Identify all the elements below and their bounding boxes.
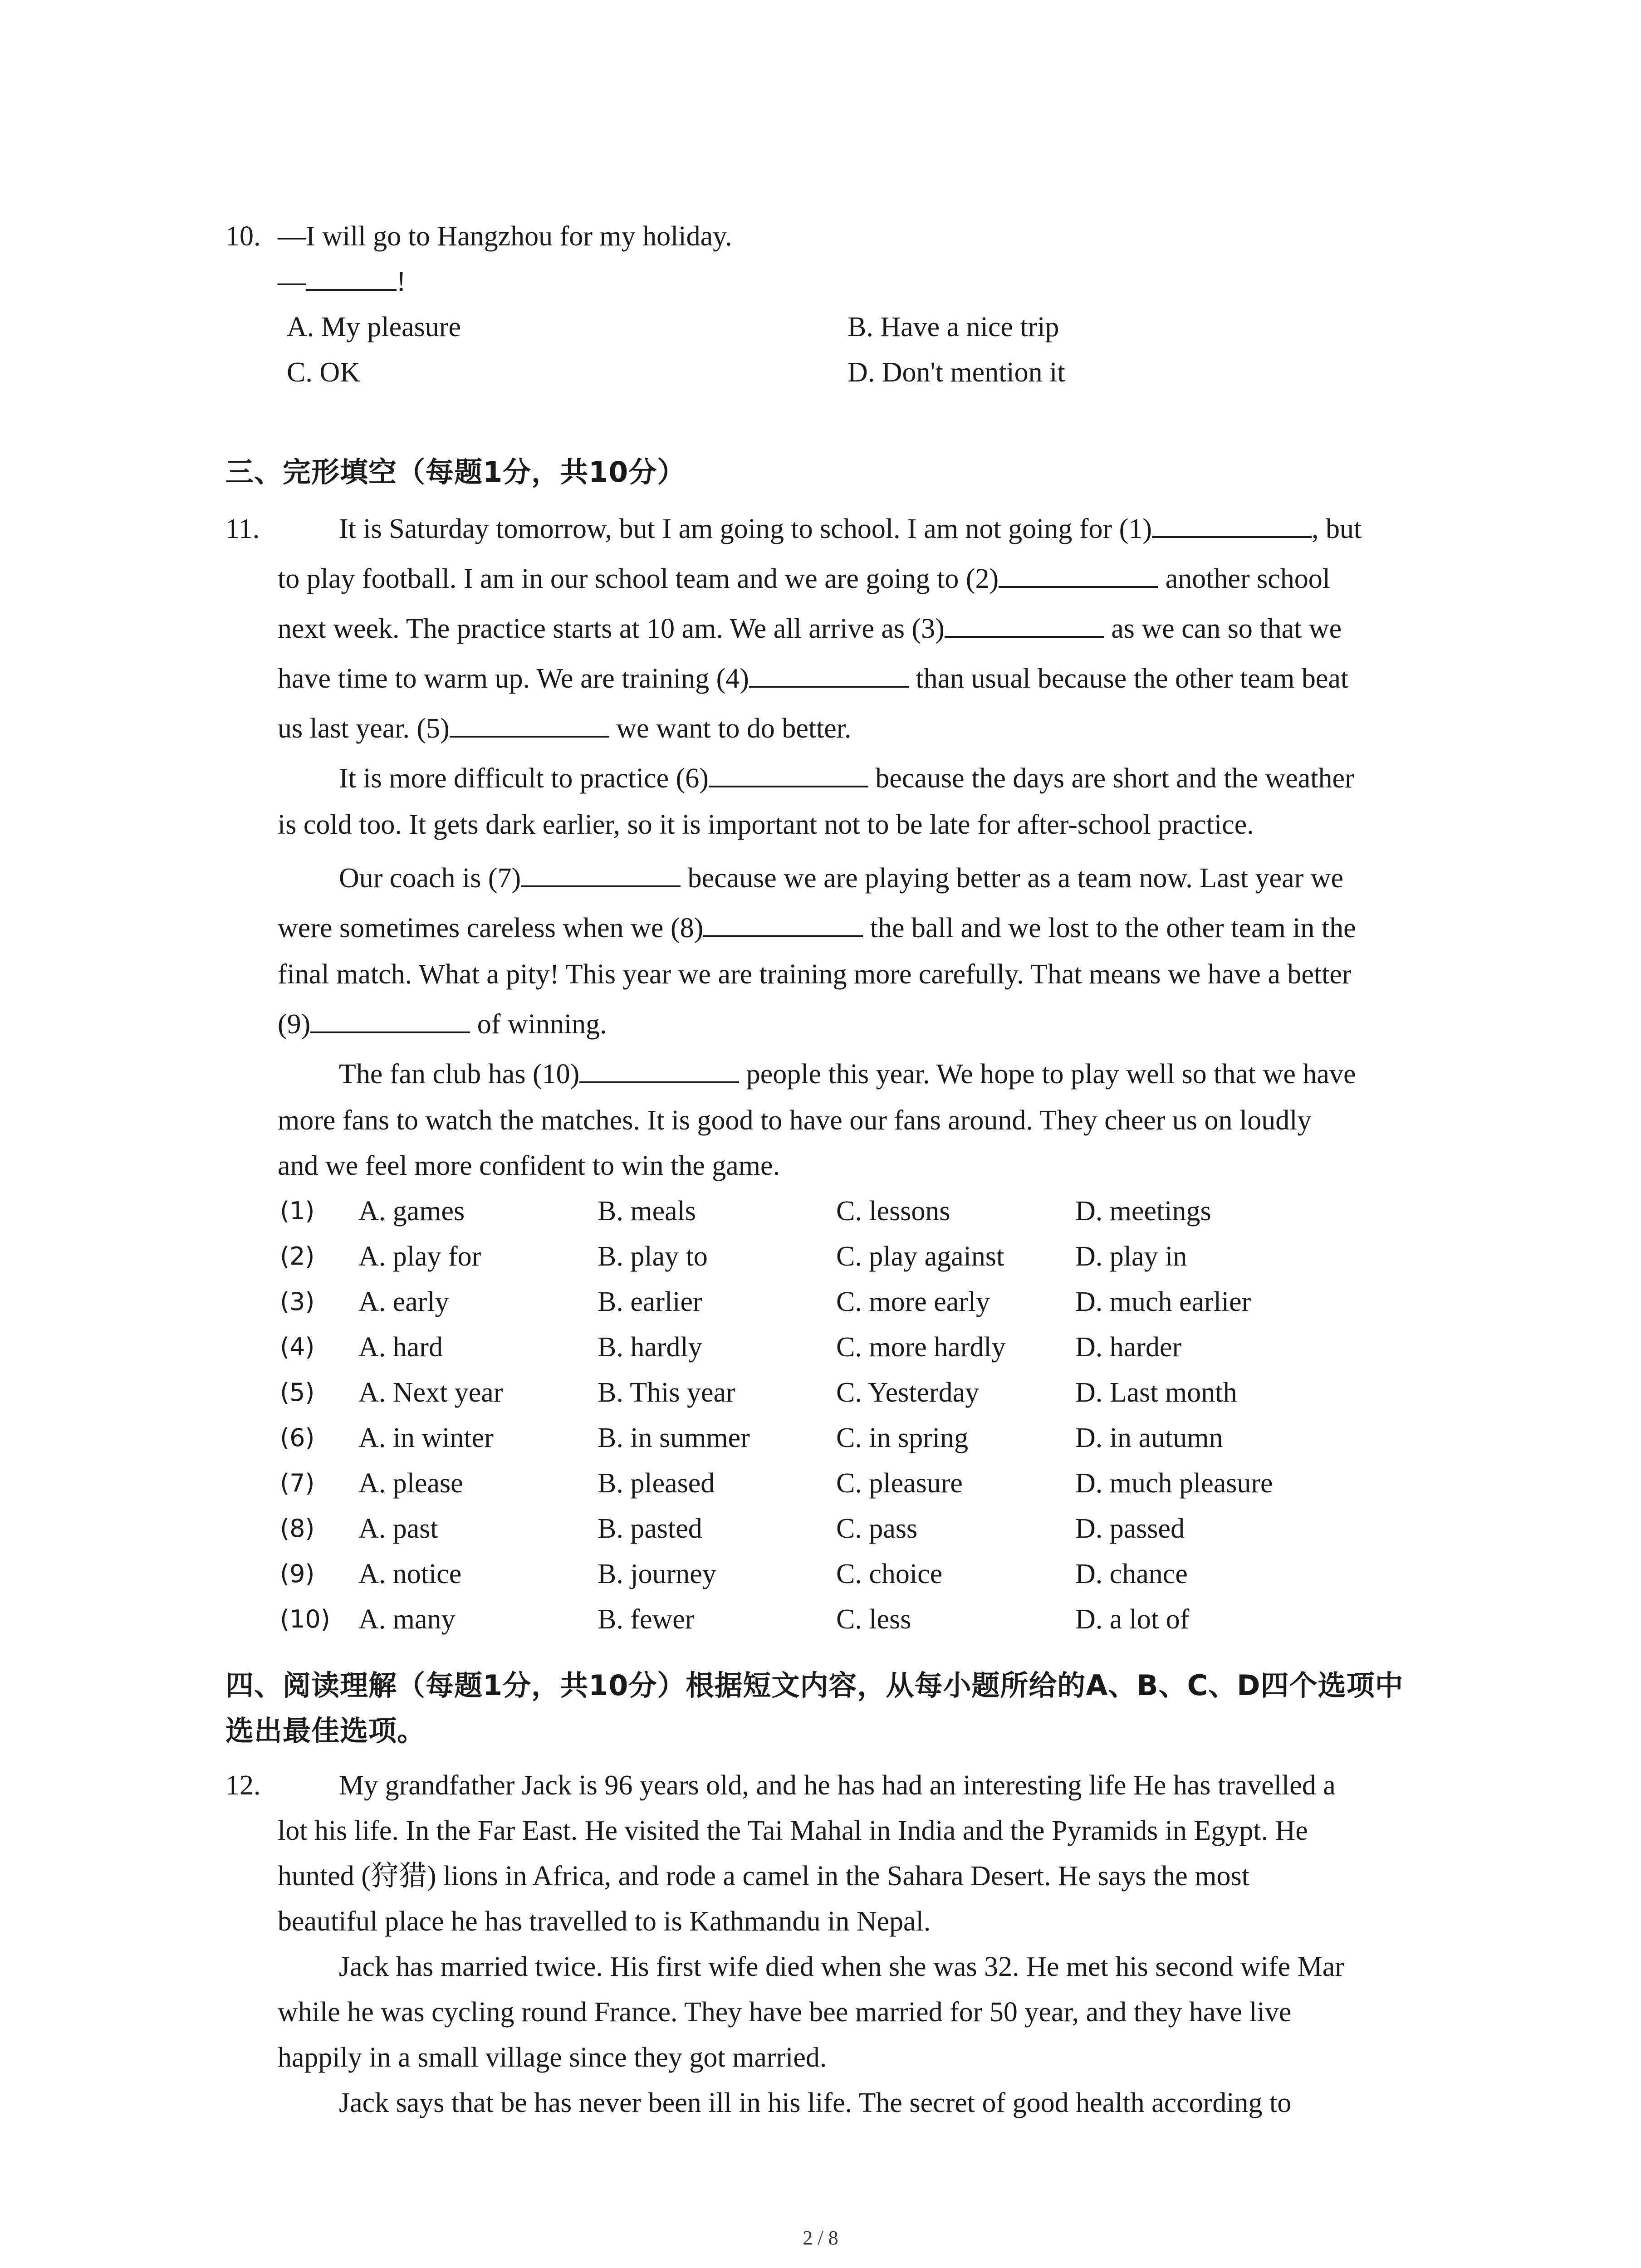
text: It is Saturday tomorrow, but I am going to school. I am not going for (1) [339,513,1152,544]
option-a: A. in winter [358,1422,494,1453]
option-a: A. hard [358,1332,443,1363]
passage-line: Jack says that be has never been ill in his life. The secret of good health according to [339,2087,1292,2118]
passage-line: hunted (狩猎) lions in Africa, and rode a camel in the Sahara Desert. He says the most [278,1861,1249,1892]
option-d: D. Last month [1075,1377,1237,1408]
option-d: D. chance [1075,1559,1188,1589]
option-a: A. please [358,1468,463,1499]
passage-line [278,714,852,743]
text: It is more difficult to practice (6) [339,763,709,794]
option-a: A. play for [358,1241,481,1272]
passage-line: while he was cycling round France. They have bee married for 50 year, and they have live [278,1997,1292,2028]
passage-line: happily in a small village since they got married. [278,2042,827,2073]
option-a: A. early [358,1286,449,1317]
cloze-blank-2 [999,582,1158,588]
cloze-blank-1 [1152,533,1312,538]
passage-line [278,615,1342,643]
passage-line: more fans to watch the matches. It is good to have our fans around. They cheer us on loudly [278,1105,1312,1136]
reply-end: ! [397,266,406,297]
option-d: D. passed [1075,1513,1185,1544]
text: of winning. [470,1009,607,1040]
option-d: D. meetings [1075,1196,1211,1227]
option-d: D. in autumn [1075,1422,1223,1453]
option-a: A. Next year [358,1377,503,1408]
option-b: B. play to [598,1241,708,1272]
option-b: B. pasted [598,1513,702,1544]
cloze-blank-9 [310,1028,470,1033]
section-heading-continued: 选出最佳选项。 [225,1714,426,1747]
passage-line [339,1060,1356,1088]
option-row-number: (6) [280,1423,315,1452]
text: (9) [278,1009,311,1040]
option-b: B. pleased [598,1468,715,1499]
option-c: C. choice [836,1559,943,1589]
option-b: B. Have a nice trip [847,312,1059,342]
text: the ball and we lost to the other team in the [863,913,1356,943]
passage-line [278,665,1348,693]
passage-line [339,515,1362,543]
option-d: D. a lot of [1075,1604,1190,1635]
cloze-blank-10 [579,1078,739,1083]
option-b: B. earlier [598,1286,702,1317]
text: Our coach is (7) [339,863,521,894]
question-number: 11. [225,513,260,544]
option-d: D. harder [1075,1332,1182,1363]
cloze-blank-3 [945,632,1104,638]
option-a: A. My pleasure [287,312,461,342]
option-a: A. past [358,1513,438,1544]
option-c: C. pleasure [836,1468,963,1499]
text: were sometimes careless when we (8) [278,913,704,943]
option-row-number: (9) [280,1559,315,1588]
passage-line [278,565,1330,593]
text: to play football. I am in our school team and we are going to (2) [278,563,999,594]
passage-line: final match. What a pity! This year we are training more carefully. That means we have a better [278,959,1352,990]
question-stem: —I will go to Hangzhou for my holiday. [278,221,732,252]
text: have time to warm up. We are training (4) [278,663,749,694]
section-heading: 四、阅读理解（每题1分，共10分）根据短文内容，从每小题所给的A、B、C、D四个选项中 [225,1669,1404,1702]
cloze-blank-6 [709,782,868,787]
option-c: C. in spring [836,1422,969,1453]
option-b: B. journey [598,1559,716,1589]
text: than usual because the other team beat [908,663,1349,694]
option-row-number: (5) [280,1378,315,1407]
passage-line: Jack has married twice. His first wife died when she was 32. He met his second wife Mar [339,1951,1344,1982]
option-row-number: (2) [280,1242,315,1271]
option-d: D. much pleasure [1075,1468,1273,1499]
passage-line: and we feel more confident to win the game. [278,1150,780,1181]
passage-line: beautiful place he has travelled to is Kathmandu in Nepal. [278,1906,931,1937]
passage-line: is cold too. It gets dark earlier, so it is important not to be late for after-school practice. [278,809,1254,840]
reply-line [278,268,406,296]
option-row-number: (8) [280,1514,315,1543]
cloze-blank-4 [749,682,909,688]
text: because the days are short and the weather [868,763,1354,794]
cloze-blank-8 [703,932,863,937]
text: The fan club has (10) [339,1059,580,1090]
option-row-number: (1) [280,1197,315,1225]
option-row-number: (3) [280,1287,315,1316]
text: next week. The practice starts at 10 am. We all arrive as (3) [278,613,945,644]
option-c: C. pass [836,1513,918,1544]
text: us last year. (5) [278,713,450,744]
passage-line [278,1010,607,1038]
option-row-number: (10) [280,1605,330,1633]
question-number: 12. [225,1770,261,1801]
reply-dash: — [278,266,306,297]
text: because we are playing better as a team now. Last year we [681,863,1344,894]
text: we want to do better. [609,713,852,744]
option-c: C. more hardly [836,1332,1006,1363]
option-b: B. in summer [598,1422,750,1453]
text: as we can so that we [1104,613,1342,644]
passage-line [339,764,1354,792]
option-a: A. notice [358,1559,462,1589]
option-c: C. play against [836,1241,1004,1272]
text: people this year. We hope to play well so that we have [739,1059,1356,1090]
question-number: 10. [225,221,261,252]
option-a: A. games [358,1196,465,1227]
option-d: D. Don't mention it [847,357,1065,388]
option-c: C. lessons [836,1196,950,1227]
option-row-number: (7) [280,1469,315,1497]
text: , but [1311,513,1362,544]
option-c: C. more early [836,1286,990,1317]
answer-blank [306,285,397,291]
passage-line [339,864,1343,892]
page-number: 2 / 8 [803,2227,838,2249]
cloze-blank-7 [521,882,681,887]
text: another school [1158,563,1330,594]
option-b: B. This year [598,1377,735,1408]
option-row-number: (4) [280,1333,315,1361]
option-a: A. many [358,1604,456,1635]
section-heading: 三、完形填空（每题1分，共10分） [225,455,686,489]
option-b: B. meals [598,1196,696,1227]
option-b: B. hardly [598,1332,702,1363]
option-c: C. OK [287,357,360,388]
option-d: D. much earlier [1075,1286,1251,1317]
passage-line: lot his life. In the Far East. He visited the Tai Mahal in India and the Pyramids in Egypt. He [278,1815,1308,1846]
option-b: B. fewer [598,1604,695,1635]
option-d: D. play in [1075,1241,1187,1272]
passage-line [278,914,1356,942]
cloze-blank-5 [450,732,609,738]
option-c: C. Yesterday [836,1377,980,1408]
option-c: C. less [836,1604,911,1635]
passage-line: My grandfather Jack is 96 years old, and he has had an interesting life He has travelled a [339,1770,1336,1801]
